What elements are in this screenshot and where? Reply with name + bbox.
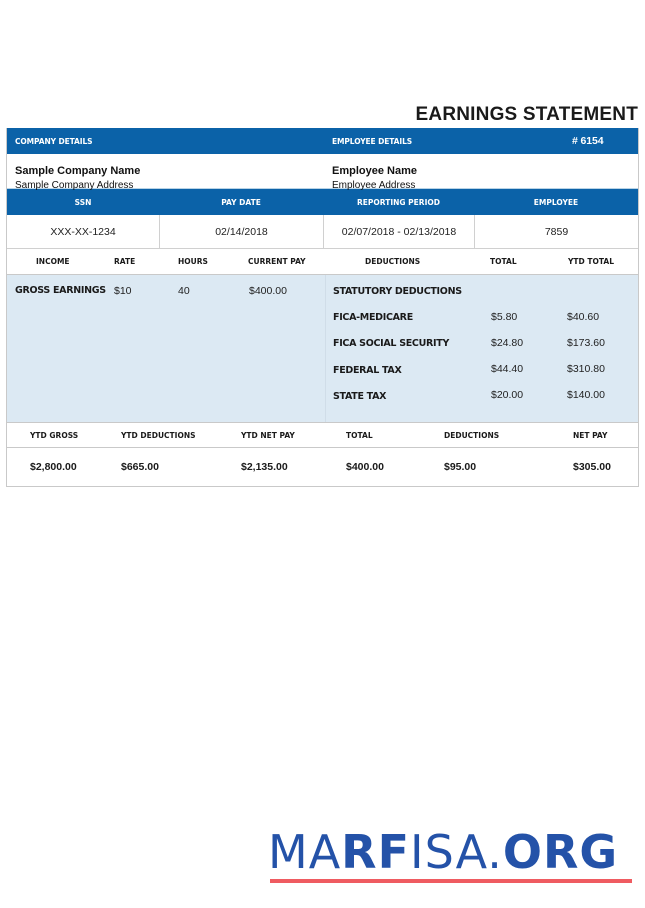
- reporting-period-header: REPORTING PERIOD: [357, 197, 440, 207]
- company-address: Sample Company Address: [15, 180, 134, 191]
- logo-part: RF: [341, 825, 410, 879]
- employee-name: Employee Name: [332, 165, 417, 177]
- deduction-total: $20.00: [491, 389, 524, 401]
- info-header: [7, 189, 638, 215]
- employee-address: Employee Address: [332, 180, 416, 191]
- rate-col: RATE: [114, 257, 136, 266]
- current-pay-value: $400.00: [249, 285, 287, 297]
- ytd-total-col: YTD TOTAL: [568, 257, 614, 266]
- ytd-deductions-header: YTD DEDUCTIONS: [121, 431, 196, 440]
- pay-date-value: 02/14/2018: [159, 215, 323, 248]
- earnings-statement: [6, 128, 639, 487]
- deduction-total: $24.80: [491, 337, 524, 349]
- marfisa-logo: [268, 826, 634, 886]
- deductions-header: DEDUCTIONS: [444, 431, 500, 440]
- info-row: [7, 215, 638, 249]
- net-pay-header: NET PAY: [573, 431, 608, 440]
- gross-earnings-label: GROSS EARNINGS: [15, 285, 106, 296]
- employee-header: EMPLOYEE: [533, 197, 579, 207]
- deduction-name: FICA SOCIAL SECURITY: [333, 338, 450, 349]
- deduction-ytd: $310.80: [567, 363, 605, 375]
- column-divider: [325, 275, 326, 422]
- logo-part: ISA.: [410, 825, 503, 879]
- logo-part: MA: [268, 825, 342, 879]
- ytd-gross-header: YTD GROSS: [30, 431, 79, 440]
- summary-header: [7, 422, 638, 448]
- employee-details-label: EMPLOYEE DETAILS: [332, 137, 413, 146]
- statutory-deductions-title: STATUTORY DEDUCTIONS: [333, 286, 462, 297]
- details-section: [7, 128, 638, 189]
- pay-date-header: PAY DATE: [221, 197, 261, 207]
- rate-value: $10: [114, 285, 132, 297]
- ytd-net-pay-header: YTD NET PAY: [241, 431, 295, 440]
- income-col: INCOME: [36, 257, 70, 266]
- deduction-name: STATE TAX: [333, 391, 387, 402]
- hours-col: HOURS: [178, 257, 208, 266]
- reporting-period-value: 02/07/2018 - 02/13/2018: [323, 215, 474, 248]
- total-header: TOTAL: [346, 431, 373, 440]
- deductions-col: DEDUCTIONS: [365, 257, 421, 266]
- company-name: Sample Company Name: [15, 165, 141, 177]
- hours-value: 40: [178, 285, 190, 297]
- column-headers: [7, 249, 638, 275]
- deduction-name: FEDERAL TAX: [333, 365, 402, 376]
- current-pay-col: CURRENT PAY: [248, 257, 306, 266]
- deduction-total: $44.40: [491, 363, 524, 375]
- ssn-header: SSN: [74, 197, 92, 207]
- ytd-deductions-value: $665.00: [121, 461, 159, 473]
- logo-text: [268, 826, 634, 878]
- deductions-value: $95.00: [444, 461, 477, 473]
- deduction-ytd: $40.60: [567, 311, 600, 323]
- deduction-total: $5.80: [491, 311, 518, 323]
- ytd-net-pay-value: $2,135.00: [241, 461, 288, 473]
- employee-id-value: 7859: [474, 215, 638, 248]
- company-details-label: COMPANY DETAILS: [15, 137, 93, 146]
- ssn-value: XXX-XX-1234: [50, 225, 116, 238]
- summary-row: [7, 448, 638, 486]
- deduction-name: FICA-MEDICARE: [333, 312, 413, 323]
- total-col: TOTAL: [490, 257, 517, 266]
- total-value: $400.00: [346, 461, 384, 473]
- statement-number: # 6154: [572, 135, 604, 147]
- page-title: EARNINGS STATEMENT: [415, 104, 638, 125]
- deduction-ytd: $173.60: [567, 337, 605, 349]
- deduction-ytd: $140.00: [567, 389, 605, 401]
- logo-underline: [270, 879, 632, 883]
- logo-part: ORG: [502, 825, 619, 879]
- net-pay-value: $305.00: [573, 461, 611, 473]
- earnings-body: [7, 275, 638, 422]
- ytd-gross-value: $2,800.00: [30, 461, 77, 473]
